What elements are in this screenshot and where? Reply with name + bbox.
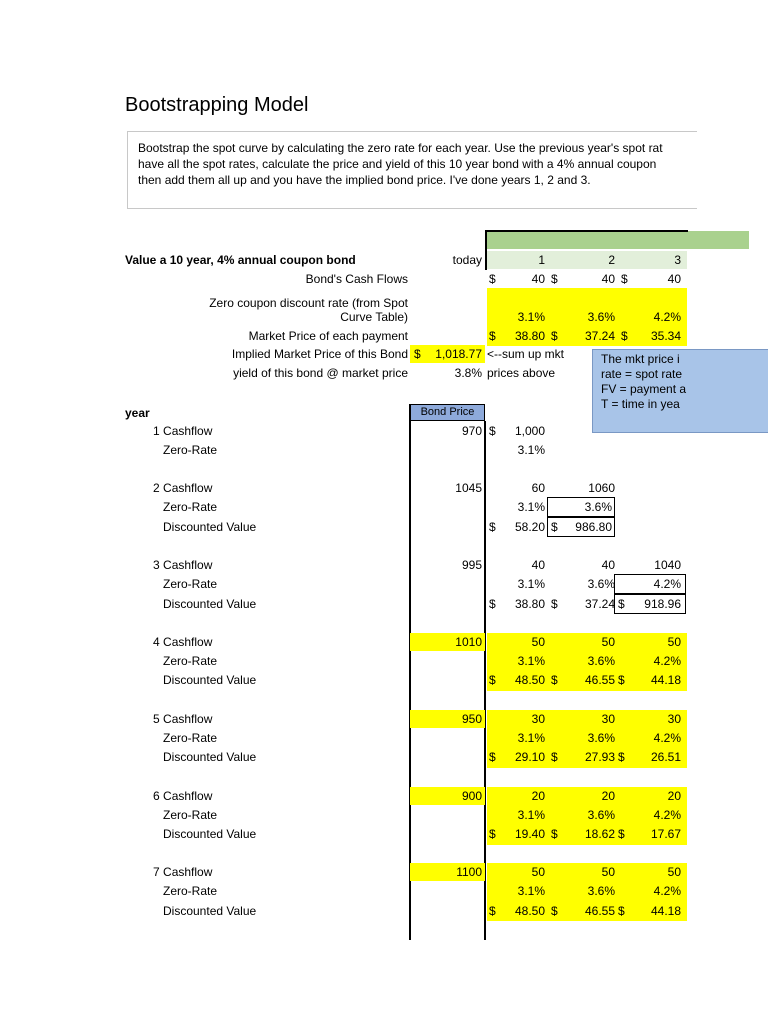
block-6-rate-1: 3.1% <box>517 808 545 822</box>
block-6-disc-3: 17.67 <box>650 827 681 841</box>
block-5-cash-1: 30 <box>531 712 545 726</box>
market-price-label: Market Price of each payment <box>248 329 408 343</box>
dollar-sign: $ <box>489 673 496 687</box>
bond-price-header: Bond Price <box>410 404 485 421</box>
header-green-bar-extension <box>687 231 749 249</box>
block-6-disc-1: 19.40 <box>514 827 545 841</box>
cash-flows-label: Bond's Cash Flows <box>305 272 408 286</box>
dollar-sign: $ <box>551 827 558 841</box>
bond-description-label: Value a 10 year, 4% annual coupon bond <box>125 253 356 267</box>
block-3-rate-2: 3.6% <box>587 577 615 591</box>
block-4-cash-1: 50 <box>531 635 545 649</box>
implied-price-label: Implied Market Price of this Bond <box>231 347 408 361</box>
zero-rate-3: 4.2% <box>653 310 681 324</box>
block-7-disc-2: 46.55 <box>584 904 615 918</box>
header-green-bar <box>487 231 687 249</box>
cash-flow-2: 40 <box>601 272 615 286</box>
block-6-disc-2: 18.62 <box>584 827 615 841</box>
block-7-discounted-label: Discounted Value <box>163 904 257 918</box>
dollar-sign: $ <box>551 272 558 286</box>
block-4-zero-rate-label: Zero-Rate <box>163 654 218 668</box>
block-1-cashflow-label: 1 Cashflow <box>153 424 213 438</box>
block-4-disc-1: 48.50 <box>514 673 545 687</box>
dollar-sign: $ <box>414 347 421 361</box>
market-price-3: 35.34 <box>650 329 681 343</box>
dollar-sign: $ <box>489 827 496 841</box>
block-2-rate-2: 3.6% <box>584 500 612 514</box>
block-3-cash-1: 40 <box>531 558 545 572</box>
dollar-sign: $ <box>551 904 558 918</box>
market-price-1: 38.80 <box>514 329 545 343</box>
block-6-cash-2: 20 <box>601 789 615 803</box>
block-3-rate-1: 3.1% <box>517 577 545 591</box>
dollar-sign: $ <box>621 272 628 286</box>
dollar-sign: $ <box>489 597 496 611</box>
cash-flow-1: 40 <box>531 272 545 286</box>
dollar-sign: $ <box>551 597 558 611</box>
dollar-sign: $ <box>489 272 496 286</box>
yield-note: prices above <box>487 366 556 380</box>
dollar-sign: $ <box>489 329 496 343</box>
block-3-discounted-label: Discounted Value <box>163 597 257 611</box>
dollar-sign: $ <box>618 750 625 764</box>
block-2-disc-2: 986.80 <box>575 520 612 534</box>
block-7-cash-2: 50 <box>601 865 615 879</box>
block-3-zero-rate-label: Zero-Rate <box>163 577 218 591</box>
header-border <box>486 230 688 232</box>
block-2-cash-2: 1060 <box>588 481 615 495</box>
block-3-disc-2: 37.24 <box>584 597 615 611</box>
block-4-bond-price: 1010 <box>455 635 482 649</box>
block-7-rate-1: 3.1% <box>517 884 545 898</box>
block-2-discounted-label: Discounted Value <box>163 520 257 534</box>
zero-rate-2: 3.6% <box>587 310 615 324</box>
block-2-cashflow-label: 2 Cashflow <box>153 481 213 495</box>
block-5-zero-rate-label: Zero-Rate <box>163 731 218 745</box>
block-5-disc-2: 27.93 <box>584 750 615 764</box>
block-7-zero-rate-label: Zero-Rate <box>163 884 218 898</box>
page-title: Bootstrapping Model <box>125 94 309 116</box>
block-7-cashflow-label: 7 Cashflow <box>153 865 213 879</box>
zero-rate-1: 3.1% <box>517 310 545 324</box>
instructions-textbox: Bootstrap the spot curve by calculating the zero rate for each year. Use the previous year's spot rat have all the spot rates, calculate the price and yield of this 10 year bond with a 4% annual coupon then add them all up and you have the implied bond price. I've done years 1, 2 and 3. <box>127 131 697 209</box>
block-5-disc-3: 26.51 <box>650 750 681 764</box>
block-4-cash-2: 50 <box>601 635 615 649</box>
dollar-sign: $ <box>618 597 625 611</box>
dollar-sign: $ <box>489 904 496 918</box>
block-1-bond-price: 970 <box>461 424 482 438</box>
block-6-discounted-label: Discounted Value <box>163 827 257 841</box>
dollar-sign: $ <box>621 329 628 343</box>
block-6-rate-2: 3.6% <box>587 808 615 822</box>
dollar-sign: $ <box>551 750 558 764</box>
block-6-cash-1: 20 <box>531 789 545 803</box>
block-7-cash-3: 50 <box>667 865 681 879</box>
block-1-rate-1: 3.1% <box>517 443 545 457</box>
block-6-cash-3: 20 <box>667 789 681 803</box>
dollar-sign: $ <box>551 673 558 687</box>
block-2-cash-1: 60 <box>531 481 545 495</box>
block-5-cash-2: 30 <box>601 712 615 726</box>
block-2-rate-1: 3.1% <box>517 500 545 514</box>
block-2-zero-rate-label: Zero-Rate <box>163 500 218 514</box>
block-5-rate-3: 4.2% <box>653 731 681 745</box>
block-6-cashflow-label: 6 Cashflow <box>153 789 213 803</box>
dollar-sign: $ <box>551 329 558 343</box>
dollar-sign: $ <box>618 904 625 918</box>
block-7-rate-3: 4.2% <box>653 884 681 898</box>
yield-value: 3.8% <box>454 366 482 380</box>
year-header-3: 3 <box>674 253 681 267</box>
block-2-disc-1: 58.20 <box>514 520 545 534</box>
block-6-rate-3: 4.2% <box>653 808 681 822</box>
implied-price-value: 1,018.77 <box>435 347 482 361</box>
dollar-sign: $ <box>551 520 558 534</box>
block-5-rate-1: 3.1% <box>517 731 545 745</box>
block-1-cash-1: 1,000 <box>514 424 545 438</box>
dollar-sign: $ <box>489 520 496 534</box>
today-label: today <box>452 253 482 267</box>
implied-price-note: <--sum up mkt <box>487 347 565 361</box>
zero-rate-label-line1: Zero coupon discount rate (from Spot <box>209 296 408 310</box>
dollar-sign: $ <box>489 750 496 764</box>
block-3-disc-1: 38.80 <box>514 597 545 611</box>
block-4-disc-2: 46.55 <box>584 673 615 687</box>
block-7-cash-1: 50 <box>531 865 545 879</box>
block-3-cashflow-label: 3 Cashflow <box>153 558 213 572</box>
block-3-disc-3: 918.96 <box>644 597 681 611</box>
zero-rate-label-line2: Curve Table) <box>340 310 408 324</box>
yield-label: yield of this bond @ market price <box>233 366 408 380</box>
year-header-2: 2 <box>608 253 615 267</box>
block-3-cash-3: 1040 <box>654 558 681 572</box>
block-4-rate-3: 4.2% <box>653 654 681 668</box>
dollar-sign: $ <box>618 673 625 687</box>
block-1-zero-rate-label: Zero-Rate <box>163 443 218 457</box>
block-5-rate-2: 3.6% <box>587 731 615 745</box>
year-label: year <box>125 406 150 420</box>
year-header-1: 1 <box>538 253 545 267</box>
block-7-rate-2: 3.6% <box>587 884 615 898</box>
block-5-cashflow-label: 5 Cashflow <box>153 712 213 726</box>
block-5-cash-3: 30 <box>667 712 681 726</box>
block-4-rate-2: 3.6% <box>587 654 615 668</box>
dollar-sign: $ <box>489 424 496 438</box>
block-4-rate-1: 3.1% <box>517 654 545 668</box>
block-7-disc-1: 48.50 <box>514 904 545 918</box>
block-3-bond-price: 995 <box>461 558 482 572</box>
block-2-bond-price: 1045 <box>455 481 482 495</box>
block-7-bond-price: 1100 <box>456 865 482 879</box>
block-6-bond-price: 900 <box>461 789 482 803</box>
block-5-disc-1: 29.10 <box>514 750 545 764</box>
block-4-cashflow-label: 4 Cashflow <box>153 635 213 649</box>
block-5-bond-price: 950 <box>461 712 482 726</box>
block-3-cash-2: 40 <box>601 558 615 572</box>
market-price-2: 37.24 <box>584 329 615 343</box>
block-5-discounted-label: Discounted Value <box>163 750 257 764</box>
block-4-discounted-label: Discounted Value <box>163 673 257 687</box>
block-3-rate-3: 4.2% <box>653 577 681 591</box>
block-6-zero-rate-label: Zero-Rate <box>163 808 218 822</box>
block-4-cash-3: 50 <box>667 635 681 649</box>
formula-note-box: The mkt price i rate = spot rate FV = payment a T = time in yea <box>592 349 768 433</box>
bond-price-column-border-left <box>409 404 411 940</box>
cash-flow-3: 40 <box>667 272 681 286</box>
dollar-sign: $ <box>618 827 625 841</box>
block-7-disc-3: 44.18 <box>650 904 681 918</box>
block-4-disc-3: 44.18 <box>650 673 681 687</box>
